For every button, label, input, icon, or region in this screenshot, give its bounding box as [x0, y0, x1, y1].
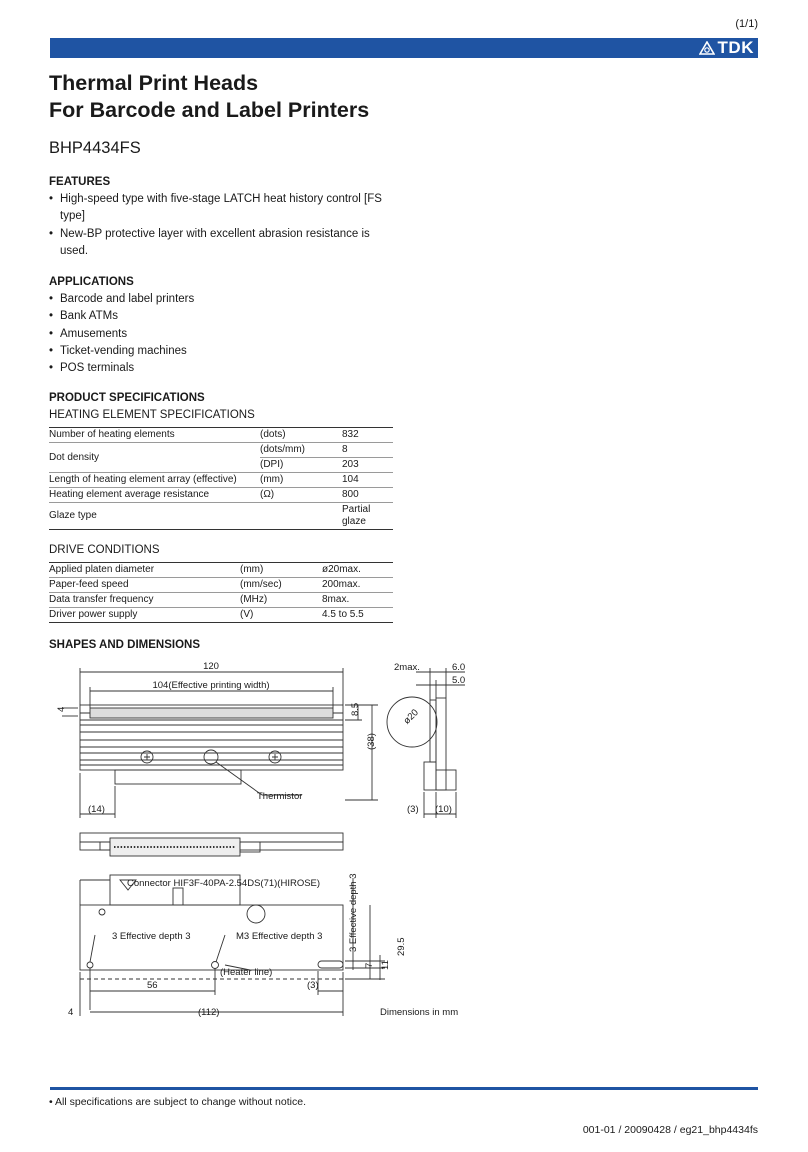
- connector-label: Connector HIF3F-40PA-2.54DS(71)(HIROSE): [127, 878, 321, 889]
- list-item: • POS terminals: [49, 360, 394, 377]
- depth-vertical-label: 3 Effective depth 3: [348, 873, 359, 952]
- spec-value: Partial glaze: [342, 504, 371, 527]
- spec-param: Applied platen diameter: [49, 564, 155, 575]
- dim-left-4: 4: [56, 706, 67, 712]
- spec-value: 200max.: [322, 579, 361, 590]
- drive-conditions-heading: DRIVE CONDITIONS: [49, 544, 160, 556]
- dim-6-0: 6.0: [452, 662, 466, 673]
- table-row: [49, 593, 393, 608]
- spec-value: 203: [342, 459, 359, 470]
- list-item: • Bank ATMs: [49, 308, 394, 325]
- title-line-2: For Barcode and Label Printers: [49, 98, 370, 122]
- table-row: [49, 608, 393, 623]
- spec-param: Data transfer frequency: [49, 594, 154, 605]
- spec-unit: (mm): [240, 564, 264, 575]
- applications-list: [49, 291, 394, 377]
- dimension-drawing: [40, 650, 480, 1030]
- spec-param: Paper-feed speed: [49, 579, 129, 590]
- spec-value: 8max.: [322, 594, 350, 605]
- spec-value: ø20max.: [322, 564, 361, 575]
- dim-b-3: (3): [307, 980, 319, 991]
- dim-b-4: 4: [68, 1007, 74, 1018]
- dim-side-3: (3): [407, 804, 419, 815]
- applications-heading: APPLICATIONS: [49, 276, 134, 288]
- dim-56: 56: [147, 980, 158, 991]
- brand-name: TDK: [717, 38, 754, 57]
- dim-7: 7: [364, 962, 375, 968]
- table-row: [49, 563, 393, 578]
- spec-unit: (dots): [260, 429, 286, 440]
- dim-8-5: 8.5: [350, 702, 361, 716]
- spec-unit: [260, 503, 342, 530]
- table-row: [49, 473, 393, 488]
- spec-unit: (dots/mm): [260, 444, 305, 455]
- spec-unit: (Ω): [260, 489, 275, 500]
- spec-param: Heating element average resistance: [49, 489, 210, 500]
- dim-11: 11: [380, 960, 391, 970]
- units-note: Dimensions in mm: [380, 1007, 459, 1018]
- list-item: • Barcode and label printers: [49, 291, 394, 308]
- spec-param: Dot density: [49, 451, 100, 463]
- dim-38: (38): [366, 733, 377, 750]
- spec-value: 800: [342, 489, 359, 500]
- spec-value: 8: [342, 444, 348, 455]
- dim-29-5: 29.5: [396, 937, 407, 956]
- platen-diameter-label: ø20: [401, 707, 421, 727]
- dim-effective-width: 104(Effective printing width): [152, 680, 270, 691]
- page-title: [49, 70, 369, 124]
- spec-unit: (MHz): [240, 594, 268, 605]
- spec-value: 832: [342, 429, 359, 440]
- dim-112: (112): [198, 1007, 220, 1018]
- product-specs-heading: PRODUCT SPECIFICATIONS: [49, 392, 205, 404]
- spec-unit: (DPI): [260, 459, 284, 470]
- spec-unit: (mm/sec): [240, 579, 282, 590]
- dim-overall-width: 120: [203, 661, 219, 672]
- depth-left-label: 3 Effective depth 3: [112, 931, 191, 942]
- thermistor-label: Thermistor: [257, 791, 303, 802]
- list-item: • High-speed type with five-stage LATCH heat history control [FS type]: [49, 191, 394, 226]
- dim-2max: 2max.: [394, 662, 420, 673]
- table-row: [49, 428, 393, 443]
- footnote: • All specifications are subject to change without notice.: [49, 1096, 306, 1108]
- list-item: • New-BP protective layer with excellent abrasion resistance is used.: [49, 226, 394, 261]
- dim-side-10: (10): [435, 804, 452, 815]
- heating-specs-heading: HEATING ELEMENT SPECIFICATIONS: [49, 409, 255, 421]
- spec-unit: (mm): [260, 474, 284, 485]
- page-number: (1/1): [735, 18, 758, 30]
- dim-5-0: 5.0: [452, 675, 466, 686]
- spec-param: Glaze type: [49, 510, 97, 521]
- header-bar: [50, 38, 758, 58]
- spec-param: Number of heating elements: [49, 429, 175, 440]
- model-number: BHP4434FS: [49, 139, 141, 157]
- drive-conditions-table: [49, 562, 393, 623]
- spec-param: Driver power supply: [49, 609, 138, 620]
- spec-value: 4.5 to 5.5: [322, 609, 364, 620]
- dim-14: (14): [88, 804, 105, 815]
- heater-line-label: (Heater line): [220, 967, 273, 978]
- table-row: [49, 503, 393, 530]
- title-line-1: Thermal Print Heads: [49, 71, 259, 95]
- heating-specs-table: [49, 427, 393, 530]
- table-row: [49, 488, 393, 503]
- table-row: [49, 578, 393, 593]
- table-row: [49, 443, 393, 458]
- document-code: 001-01 / 20090428 / eg21_bhp4434fs: [582, 1124, 758, 1136]
- list-item: • Amusements: [49, 326, 394, 343]
- spec-unit: (V): [240, 609, 254, 620]
- depth-m3-label: M3 Effective depth 3: [236, 931, 323, 942]
- features-list: [49, 191, 394, 260]
- spec-param: Length of heating element array (effective): [49, 474, 237, 485]
- footer-bar: [50, 1087, 758, 1090]
- list-item: • Ticket-vending machines: [49, 343, 394, 360]
- tdk-mark-icon: [699, 41, 715, 55]
- features-heading: FEATURES: [49, 176, 111, 188]
- spec-value: 104: [342, 474, 359, 485]
- shapes-heading: SHAPES AND DIMENSIONS: [49, 639, 201, 651]
- brand-logo: [699, 38, 754, 58]
